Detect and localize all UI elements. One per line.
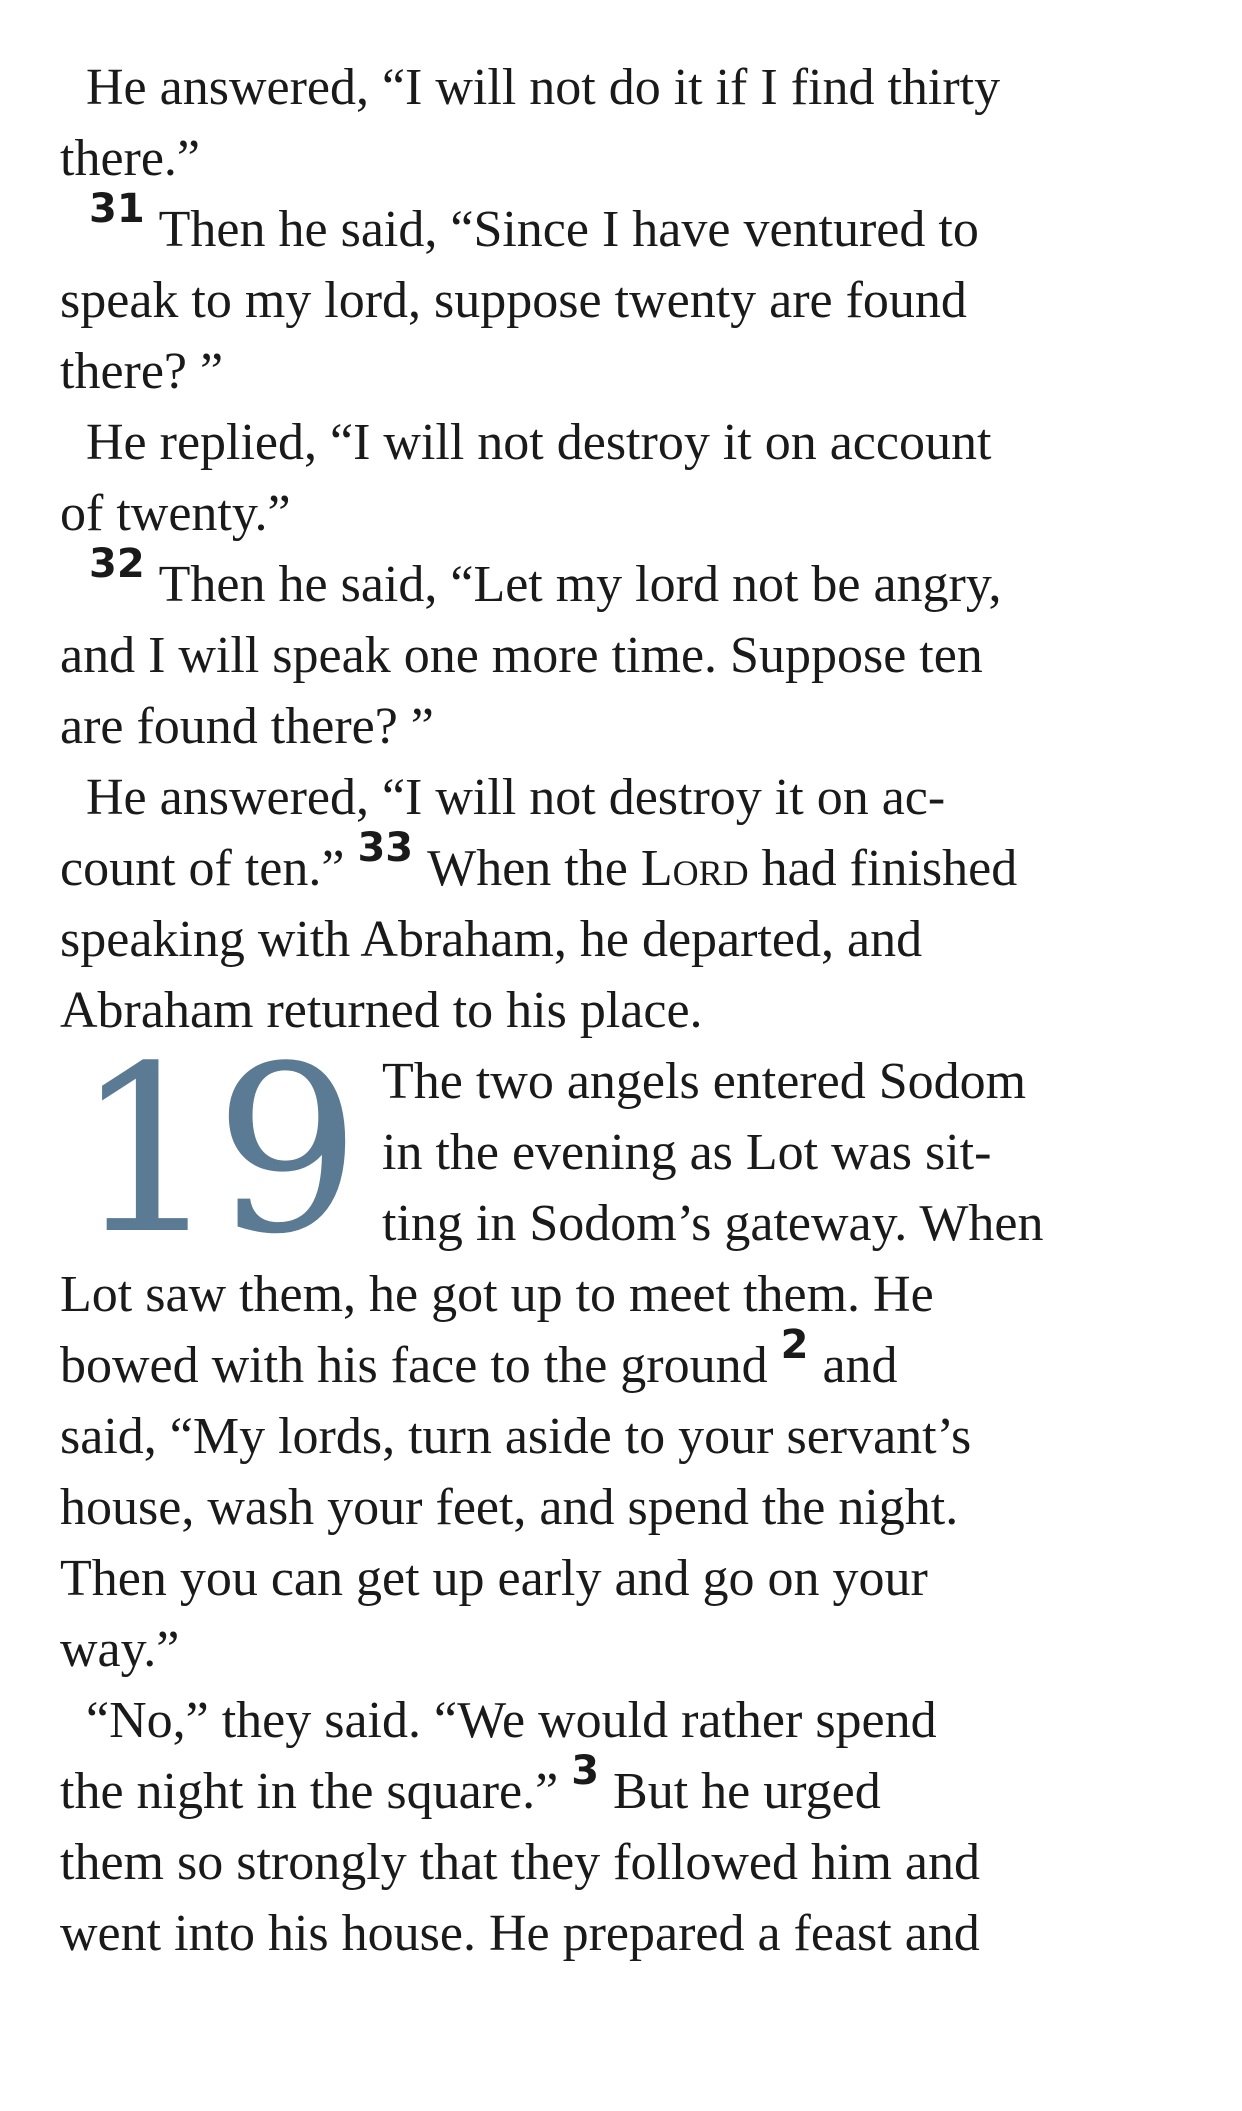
verse-text: there? ” <box>60 343 224 400</box>
text-line <box>60 478 1200 549</box>
verse-number-2: 2 <box>780 1322 809 1368</box>
text-line <box>60 762 1200 833</box>
text-line <box>60 620 1200 691</box>
verse-text: of twenty.” <box>60 485 291 542</box>
text-line <box>60 1748 1200 1827</box>
text-line <box>60 691 1200 762</box>
verse-text: He replied, “I will not destroy it on account <box>60 414 992 471</box>
text-line <box>60 52 1200 123</box>
text-line <box>60 1401 1200 1472</box>
text-line <box>382 1188 1043 1259</box>
verse-text: way.” <box>60 1621 180 1678</box>
text-line <box>60 1472 1200 1543</box>
verse-text: Then he said, “Since I have ventured to <box>158 201 979 258</box>
text-line <box>60 1685 1200 1756</box>
text-line <box>60 1543 1200 1614</box>
verse-text: went into his house. He prepared a feast and <box>60 1905 980 1962</box>
verse-text: He answered, “I will not do it if I find thirty <box>60 59 1001 116</box>
scripture-page <box>60 52 1200 1969</box>
verse-text: bowed with his face to the ground <box>60 1337 781 1394</box>
verse-text: speak to my lord, suppose twenty are found <box>60 272 967 329</box>
text-line <box>60 265 1200 336</box>
verse-number-32: 32 <box>89 541 145 587</box>
text-line <box>60 1898 1200 1969</box>
verse-text: “No,” they said. “We would rather spend <box>60 1692 937 1749</box>
verse-text: are found there? ” <box>60 698 434 755</box>
verse-number-33: 33 <box>357 825 414 871</box>
chapter-opening-lines <box>382 1046 1043 1259</box>
text-line <box>60 1827 1200 1898</box>
verse-text: the night in the square.” <box>60 1763 572 1820</box>
verse-text: The two angels entered Sodom <box>382 1053 1027 1110</box>
verse-text: Then he said, “Let my lord not be angry, <box>158 556 1002 613</box>
chapter-number: 19 <box>74 1018 355 1285</box>
text-line <box>60 1614 1200 1685</box>
text-line <box>60 825 1200 904</box>
text-line <box>60 186 1200 265</box>
text-line <box>60 407 1200 478</box>
verse-text: said, “My lords, turn aside to your servant’s <box>60 1408 972 1465</box>
verse-text: and <box>822 1337 898 1394</box>
verse-text: Abraham returned to his place. <box>60 982 703 1039</box>
verse-text: had finished <box>748 840 1018 897</box>
verse-text: there.” <box>60 130 201 187</box>
divine-name: Lord <box>640 840 749 897</box>
verse-text: When the <box>427 840 641 897</box>
verse-text: Lot saw them, he got up to meet them. He <box>60 1266 934 1323</box>
text-line <box>60 1322 1200 1401</box>
verse-text: house, wash your feet, and spend the night. <box>60 1479 959 1536</box>
verse-text: and I will speak one more time. Suppose ten <box>60 627 983 684</box>
text-line <box>60 904 1200 975</box>
verse-number-3: 3 <box>571 1748 600 1794</box>
text-line <box>60 123 1200 194</box>
text-line <box>382 1117 1043 1188</box>
verse-text: them so strongly that they followed him and <box>60 1834 980 1891</box>
chapter-opening <box>60 1018 1200 1285</box>
verse-text: ting in Sodom’s gateway. When <box>382 1195 1044 1252</box>
text-line <box>60 336 1200 407</box>
text-line <box>60 541 1200 620</box>
verse-text: speaking with Abraham, he departed, and <box>60 911 923 968</box>
verse-number-31: 31 <box>89 186 145 232</box>
text-line <box>382 1046 1043 1117</box>
verse-text: But he urged <box>613 1763 881 1820</box>
verse-text: in the evening as Lot was sit- <box>382 1124 992 1181</box>
verse-text: count of ten.” <box>60 840 358 897</box>
verse-text: Then you can get up early and go on your <box>60 1550 928 1607</box>
verse-text: He answered, “I will not destroy it on ac- <box>60 769 946 826</box>
